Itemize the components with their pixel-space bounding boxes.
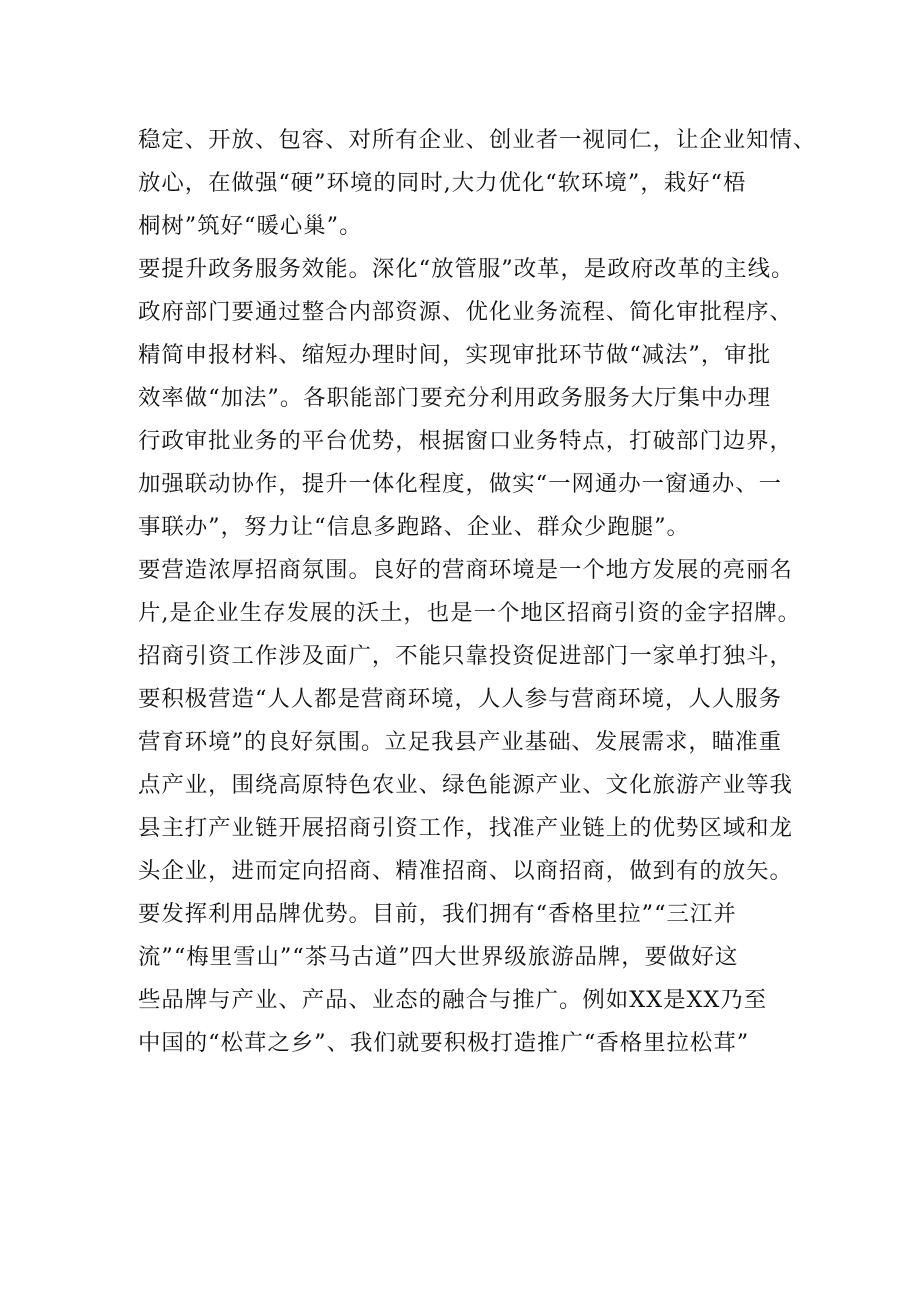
text-line: 要积极营造“人人都是营商环境，人人参与营商环境，人人服务 <box>138 686 782 712</box>
text-line: 要发挥利用品牌优势。目前，我们拥有“香格里拉”“三江并 <box>138 901 737 927</box>
text-line: 事联办”，努力让“信息多跑路、企业、群众少跑腿”。 <box>138 514 690 540</box>
text-line: 营育环境”的良好氛围。立足我县产业基础、发展需求，瞄准重 <box>138 729 782 755</box>
text-line: 些品牌与产业、产品、业态的融合与推广。例如XX是XX乃至 <box>138 987 768 1013</box>
text-line: 加强联动协作，提升一体化程度，做实“一网通办一窗通办、一 <box>138 471 782 497</box>
text-line: 点产业，围绕高原特色农业、绿色能源产业、文化旅游产业等我 <box>138 772 793 798</box>
text-line: 精简申报材料、缩短办理时间，实现审批环节做“减法”，审批 <box>138 342 772 368</box>
text-line: 政府部门要通过整合内部资源、优化业务流程、简化审批程序、 <box>138 299 793 325</box>
text-line: 片,是企业生存发展的沃土，也是一个地区招商引资的金字招牌。 <box>138 600 802 626</box>
text-line: 招商引资工作涉及面广，不能只靠投资促进部门一家单打独斗， <box>138 643 793 669</box>
text-line: 要提升政务服务效能。深化“放管服”改革，是政府改革的主线。 <box>138 256 795 282</box>
text-line: 放心，在做强“硬”环境的同时,大力优化“软环境”，栽好“梧 <box>138 170 747 196</box>
body-text <box>138 119 817 1065</box>
text-line: 县主打产业链开展招商引资工作，找准产业链上的优势区域和龙 <box>138 815 793 841</box>
text-line: 桐树”筑好“暖心巢”。 <box>138 213 363 239</box>
text-line: 流”“梅里雪山”“茶马古道”四大世界级旅游品牌，要做好这 <box>138 944 739 970</box>
text-line: 中国的“松茸之乡”、我们就要积极打造推广“香格里拉松茸” <box>138 1030 750 1056</box>
text-line: 行政审批业务的平台优势，根据窗口业务特点，打破部门边界， <box>138 428 793 454</box>
text-line: 要营造浓厚招商氛围。良好的营商环境是一个地方发展的亮丽名 <box>138 557 793 583</box>
text-line: 稳定、开放、包容、对所有企业、创业者一视同仁，让企业知情、 <box>138 127 817 153</box>
text-line: 头企业，进而定向招商、精准招商、以商招商，做到有的放矢。 <box>138 858 793 884</box>
text-line: 效率做“加法”。各职能部门要充分利用政务服务大厅集中办理 <box>138 385 772 411</box>
